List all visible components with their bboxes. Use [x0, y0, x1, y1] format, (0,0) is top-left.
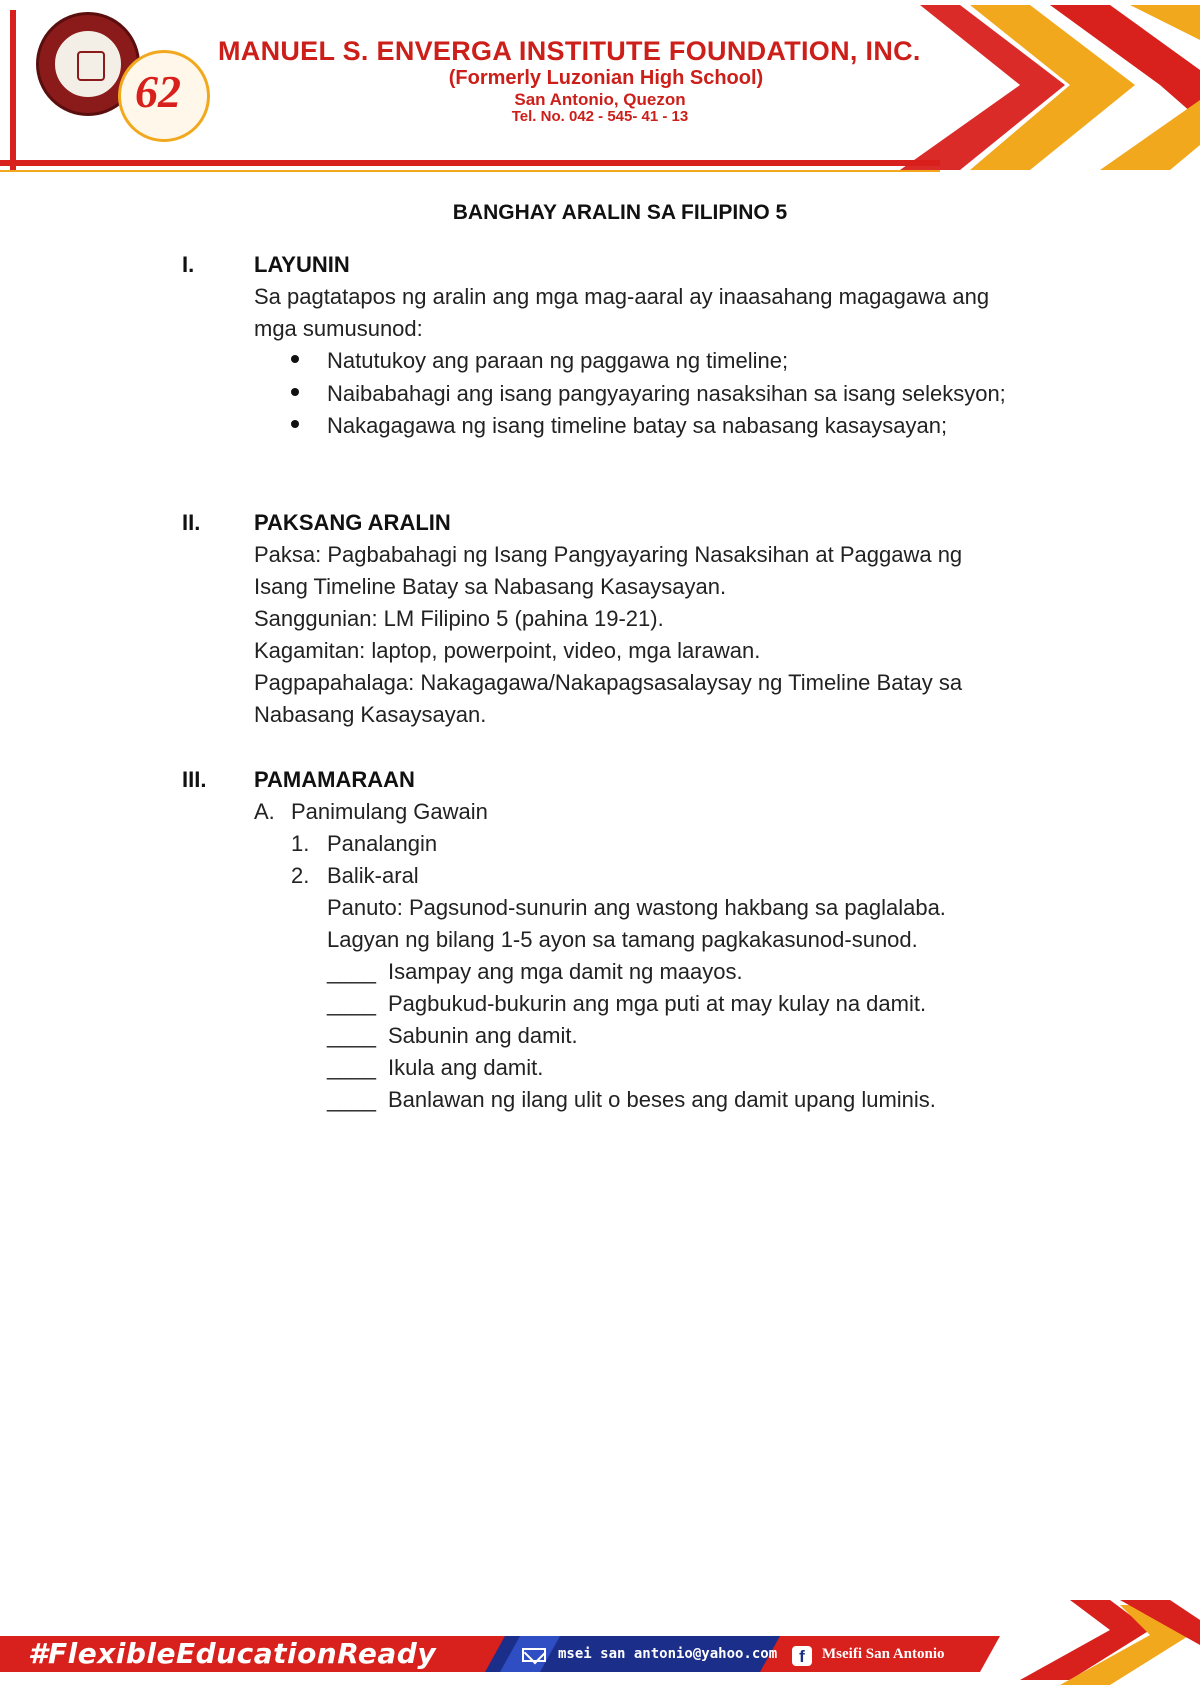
section-heading-layunin: LAYUNIN: [254, 252, 350, 277]
bullet-icon: [291, 355, 299, 363]
step-marker: 1.: [291, 831, 310, 856]
layunin-bullet: Natutukoy ang paraan ng paggawa ng timeline;: [327, 348, 789, 373]
institution-name: MANUEL S. ENVERGA INSTITUTE FOUNDATION, INC.: [218, 36, 921, 66]
answer-blank: ____: [327, 959, 376, 984]
letterhead: [0, 0, 1200, 175]
layunin-intro-line-1: Sa pagtatapos ng aralin ang mga mag-aaral ay inaasahang magagawa ang: [254, 284, 990, 309]
section-heading-paksang-aralin: PAKSANG ARALIN: [254, 510, 451, 535]
section-number-paksang-aralin: II.: [182, 510, 201, 535]
task-item: Isampay ang mga damit ng maayos.: [388, 959, 743, 984]
answer-blank: ____: [327, 1055, 376, 1080]
footer-chevron-decoration: [1000, 1590, 1200, 1698]
task-item: Ikula ang damit.: [388, 1055, 544, 1080]
answer-blank: ____: [327, 991, 376, 1016]
header-chevron-decoration: [900, 0, 1200, 175]
envelope-icon: [522, 1648, 546, 1662]
paksang-aralin-line: Pagpapahalaga: Nakagagawa/Nakapagsasalaysay ng Timeline Batay sa: [254, 670, 963, 695]
subsection-heading: Panimulang Gawain: [291, 799, 488, 824]
paksang-aralin-line: Sanggunian: LM Filipino 5 (pahina 19-21).: [254, 606, 664, 631]
section-heading-pamamaraan: PAMAMARAAN: [254, 767, 415, 792]
document-title: BANGHAY ARALIN SA FILIPINO 5: [452, 201, 788, 224]
step-marker: 2.: [291, 863, 310, 888]
answer-blank: ____: [327, 1087, 376, 1112]
panuto-line-2: Lagyan ng bilang 1-5 ayon sa tamang pagkakasunod-sunod.: [327, 927, 918, 952]
former-name: (Formerly Luzonian High School): [448, 67, 764, 89]
paksang-aralin-line: Paksa: Pagbabahagi ng Isang Pangyayaring Nasaksihan at Paggawa ng: [254, 542, 963, 567]
paksang-aralin-line: Nabasang Kasaysayan.: [254, 702, 487, 727]
footer-facebook[interactable]: Mseifi San Antonio: [822, 1646, 945, 1662]
header-rule: [0, 160, 940, 166]
task-item: Banlawan ng ilang ulit o beses ang damit upang luminis.: [388, 1087, 936, 1112]
task-item: Pagbukud-bukurin ang mga puti at may kulay na damit.: [388, 991, 927, 1016]
layunin-bullet: Naibabahagi ang isang pangyayaring nasaksihan sa isang seleksyon;: [327, 381, 1006, 406]
paksang-aralin-line: Isang Timeline Batay sa Nabasang Kasaysayan.: [254, 574, 727, 599]
section-number-layunin: I.: [182, 252, 195, 277]
paksang-aralin-line: Kagamitan: laptop, powerpoint, video, mga larawan.: [254, 638, 761, 663]
page-footer: [0, 1590, 1200, 1698]
school-telephone: Tel. No. 042 - 545- 41 - 13: [511, 108, 689, 125]
bullet-icon: [291, 388, 299, 396]
layunin-intro-line-2: mga sumusunod:: [254, 316, 423, 341]
answer-blank: ____: [327, 1023, 376, 1048]
bullet-icon: [291, 420, 299, 428]
step-text: Panalangin: [327, 831, 438, 856]
footer-email[interactable]: msei san antonio@yahoo.com: [558, 1646, 778, 1662]
footer-hashtag: #FlexibleEducationReady: [28, 1637, 437, 1670]
subsection-marker: A.: [254, 799, 275, 824]
task-item: Sabunin ang damit.: [388, 1023, 578, 1048]
section-number-pamamaraan: III.: [182, 767, 207, 792]
step-text: Balik-aral: [327, 863, 419, 888]
layunin-bullet: Nakagagawa ng isang timeline batay sa nabasang kasaysayan;: [327, 413, 948, 438]
anniversary-logo-number: 62: [135, 66, 181, 117]
facebook-icon: f: [792, 1646, 812, 1666]
panuto-line-1: Panuto: Pagsunod-sunurin ang wastong hakbang sa paglalaba.: [327, 895, 946, 920]
header-rule-accent: [0, 170, 940, 172]
school-address: San Antonio, Quezon: [514, 90, 686, 109]
